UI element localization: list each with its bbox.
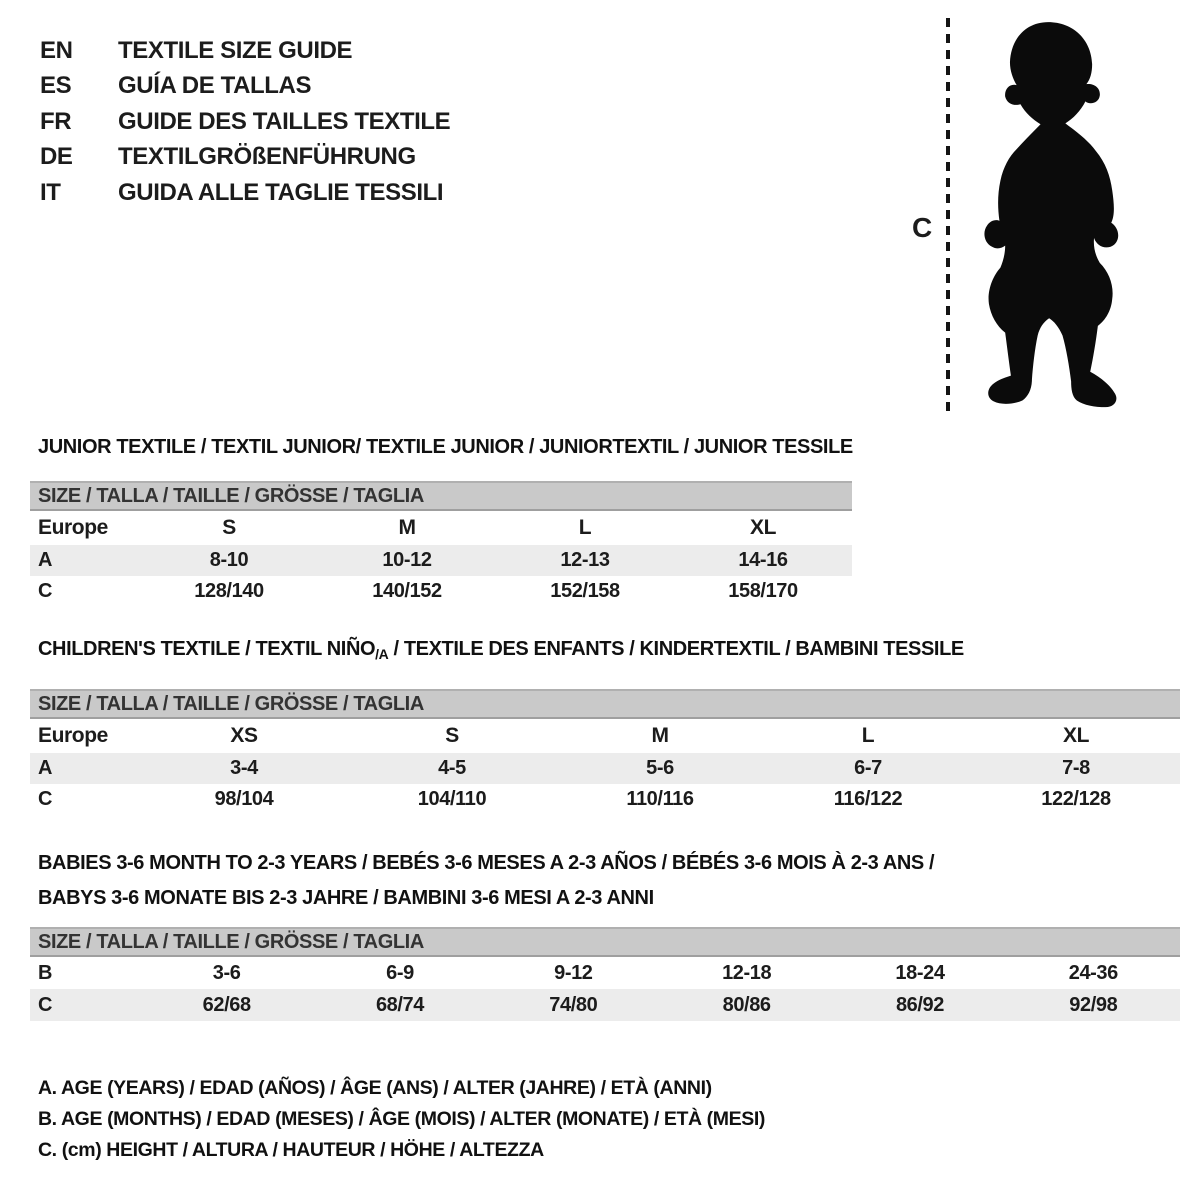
table-cell: 86/92 <box>895 993 944 1016</box>
lang-row-en <box>40 33 450 69</box>
row-label: Europe <box>38 516 108 539</box>
table-cell: 68/74 <box>375 993 425 1016</box>
table-cell: 152/158 <box>550 580 620 602</box>
lang-label: TEXTILGRÖßENFÜHRUNG <box>118 143 416 171</box>
lang-code: EN <box>40 36 73 64</box>
table-cell: 104/110 <box>417 788 487 810</box>
size-header-band: SIZE / TALLA / TAILLE / GRÖSSE / TAGLIA <box>30 927 1180 957</box>
table-cell: 74/80 <box>549 993 598 1016</box>
lang-code: ES <box>40 72 72 100</box>
table-cell: 7-8 <box>1062 757 1090 779</box>
size-column: S <box>445 724 459 747</box>
table-row-age <box>30 753 1180 784</box>
table-cell: 8-10 <box>209 549 249 571</box>
table-cell: 62/68 <box>202 993 251 1016</box>
lang-label: GUIDA ALLE TAGLIE TESSILI <box>118 178 444 206</box>
junior-size-table <box>30 481 852 607</box>
row-label: C <box>38 788 53 810</box>
table-row-height <box>30 989 1180 1021</box>
table-cell: 14-16 <box>738 549 788 571</box>
table-cell: 5-6 <box>646 757 674 779</box>
table-row-height <box>30 784 1180 815</box>
babies-section-title <box>38 846 934 916</box>
lang-code: FR <box>40 107 72 135</box>
children-title-pre: CHILDREN'S TEXTILE / TEXTIL NIÑO <box>38 638 376 660</box>
footnote-a: A. AGE (YEARS) / EDAD (AÑOS) / ÂGE (ANS) / ALTER (JAHRE) / ETÀ (ANNI) <box>38 1077 712 1099</box>
row-label: A <box>38 757 53 779</box>
footnotes <box>38 1073 765 1166</box>
table-cell: 18-24 <box>895 961 945 984</box>
height-measure-label: C <box>912 212 932 243</box>
size-header-band: SIZE / TALLA / TAILLE / GRÖSSE / TAGLIA <box>30 689 1180 719</box>
lang-label: GUIDE DES TAILLES TEXTILE <box>118 107 451 135</box>
row-label: B <box>38 961 53 984</box>
lang-row-fr <box>40 104 450 140</box>
children-title-sub: /A <box>375 646 389 662</box>
table-row-months <box>30 957 1180 989</box>
size-column: M <box>651 724 669 747</box>
table-cell: 9-12 <box>554 961 593 984</box>
table-cell: 6-7 <box>854 757 882 779</box>
height-dashed-line <box>946 18 950 418</box>
size-column: L <box>861 724 875 747</box>
table-cell: 140/152 <box>372 580 442 602</box>
babies-title-line1: BABIES 3-6 MONTH TO 2-3 YEARS / BEBÉS 3-6 MESES A 2-3 AÑOS / BÉBÉS 3-6 MOIS À 2-3 ANS / <box>38 852 935 874</box>
size-column: XL <box>749 516 777 539</box>
size-column: S <box>222 516 236 539</box>
table-row-region <box>30 719 1180 753</box>
table-cell: 12-13 <box>560 549 610 571</box>
language-list <box>40 33 450 211</box>
size-column: L <box>578 516 592 539</box>
children-size-table <box>30 689 1180 815</box>
footnote-c: C. (cm) HEIGHT / ALTURA / HAUTEUR / HÖHE / ALTEZZA <box>38 1139 544 1161</box>
table-cell: 158/170 <box>728 580 798 602</box>
table-cell: 3-4 <box>230 757 258 779</box>
lang-row-es <box>40 69 450 105</box>
lang-code: IT <box>40 178 61 206</box>
lang-code: DE <box>40 143 73 171</box>
children-section-title <box>38 638 964 662</box>
size-column: XS <box>230 724 258 747</box>
row-label: C <box>38 993 53 1016</box>
lang-row-de <box>40 140 450 176</box>
row-label: A <box>38 549 53 571</box>
lang-label: GUÍA DE TALLAS <box>118 72 312 100</box>
row-label: C <box>38 580 53 602</box>
toddler-silhouette-icon <box>966 12 1138 422</box>
table-cell: 80/86 <box>722 993 771 1016</box>
babies-title-line2: BABYS 3-6 MONATE BIS 2-3 JAHRE / BAMBINI 3-6 MESI A 2-3 ANNI <box>38 887 654 909</box>
table-row-height <box>30 576 852 607</box>
table-cell: 3-6 <box>212 961 241 984</box>
babies-size-table <box>30 927 1180 1021</box>
table-cell: 128/140 <box>194 580 264 602</box>
lang-row-it <box>40 175 450 211</box>
table-cell: 24-36 <box>1068 961 1118 984</box>
table-row-region <box>30 511 852 545</box>
table-cell: 92/98 <box>1069 993 1118 1016</box>
table-cell: 98/104 <box>214 788 274 810</box>
table-cell: 12-18 <box>722 961 772 984</box>
table-cell: 110/116 <box>626 788 694 810</box>
table-row-age <box>30 545 852 576</box>
lang-label: TEXTILE SIZE GUIDE <box>118 36 353 64</box>
junior-section-title: JUNIOR TEXTILE / TEXTIL JUNIOR/ TEXTILE JUNIOR / JUNIORTEXTIL / JUNIOR TESSILE <box>38 436 853 458</box>
children-title-post: / TEXTILE DES ENFANTS / KINDERTEXTIL / BAMBINI TESSILE <box>388 638 964 660</box>
table-cell: 6-9 <box>386 961 414 984</box>
size-header-band: SIZE / TALLA / TAILLE / GRÖSSE / TAGLIA <box>30 481 852 511</box>
table-cell: 116/122 <box>833 788 903 810</box>
size-column: XL <box>1062 724 1090 747</box>
table-cell: 10-12 <box>382 549 432 571</box>
size-column: M <box>398 516 416 539</box>
table-cell: 122/128 <box>1041 788 1111 810</box>
footnote-b: B. AGE (MONTHS) / EDAD (MESES) / ÂGE (MOIS) / ALTER (MONATE) / ETÀ (MESI) <box>38 1108 765 1130</box>
row-label: Europe <box>38 724 108 747</box>
table-cell: 4-5 <box>438 757 466 779</box>
